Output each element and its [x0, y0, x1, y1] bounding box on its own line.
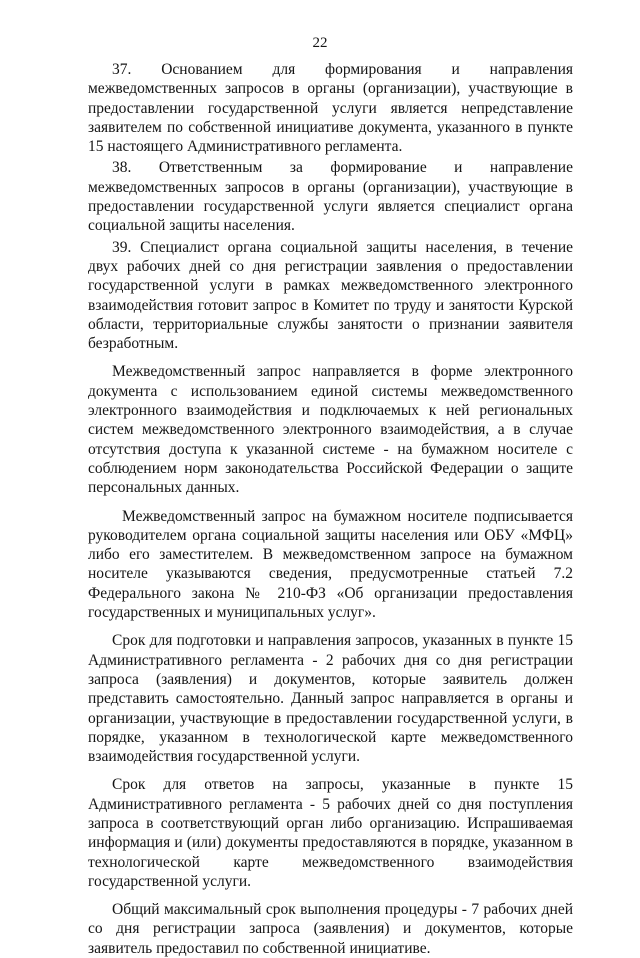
- paragraph-39: 39. Специалист органа социальной защиты населения, в течение двух рабочих дней со дня регистрации заявления о предоставлении государственной услуги в рамках межведомственного электронного взаимодействия готовит запрос в Комитет по труду и занятости Курской области, территориальные службы занятости о признании заявителя безработным.: [88, 238, 573, 353]
- page-number: 22: [312, 35, 328, 51]
- paragraph-electronic-request: Межведомственный запрос направляется в форме электронного документа с использованием единой системы межведомственного электронного взаимодействия и подключаемых к ней региональных систем межведомственного электронного взаимодействия, а в случае отсутствия доступа к указанной системе - на бумажном носителе с соблюдением норм законодательства Российской Федерации о защите персональных данных.: [88, 363, 573, 497]
- paragraph-preparation-deadline: Срок для подготовки и направления запросов, указанных в пункте 15 Административного регламента - 2 рабочих дня со дня регистрации запроса (заявления) и документов, которые заявитель должен представить самостоятельно. Данный запрос направляется в органы и организации, участвующие в предоставлении государственной услуги, в порядке, указанном в технологической карте межведомственного взаимодействия государственной услуги.: [88, 632, 573, 766]
- paragraph-38: 38. Ответственным за формирование и направление межведомственных запросов в органы (организации), участвующие в предоставлении государственной услуги является специалист органа социальной защиты населения.: [88, 159, 573, 235]
- paragraph-maximum-term: Общий максимальный срок выполнения процедуры - 7 рабочих дней со дня регистрации запроса (заявления) и документов, которые заявитель предоставил по собственной инициативе.: [88, 901, 573, 957]
- paragraph-paper-request: Межведомственный запрос на бумажном носителе подписывается руководителем органа социальной защиты населения или ОБУ «МФЦ» либо его заместителем. В межведомственном запросе на бумажном носителе указываются сведения, предусмотренные статьей 7.2 Федерального закона № 210-ФЗ «Об организации предоставления государственных и муниципальных услуг».: [88, 507, 573, 622]
- document-body: [88, 60, 573, 958]
- paragraph-response-deadline: Срок для ответов на запросы, указанные в пункте 15 Административного регламента - 5 рабочих дней со дня поступления запроса в соответствующий орган либо организацию. Испрашиваемая информация и (или) документы предоставляются в порядке, указанном в технологической карте межведомственного взаимодействия государственной услуги.: [88, 776, 573, 890]
- paragraph-37: 37. Основанием для формирования и направления межведомственных запросов в органы (организации), участвующие в предоставлении государственной услуги является непредставление заявителем по собственной инициативе документа, указанного в пункте 15 настоящего Административного регламента.: [88, 61, 573, 156]
